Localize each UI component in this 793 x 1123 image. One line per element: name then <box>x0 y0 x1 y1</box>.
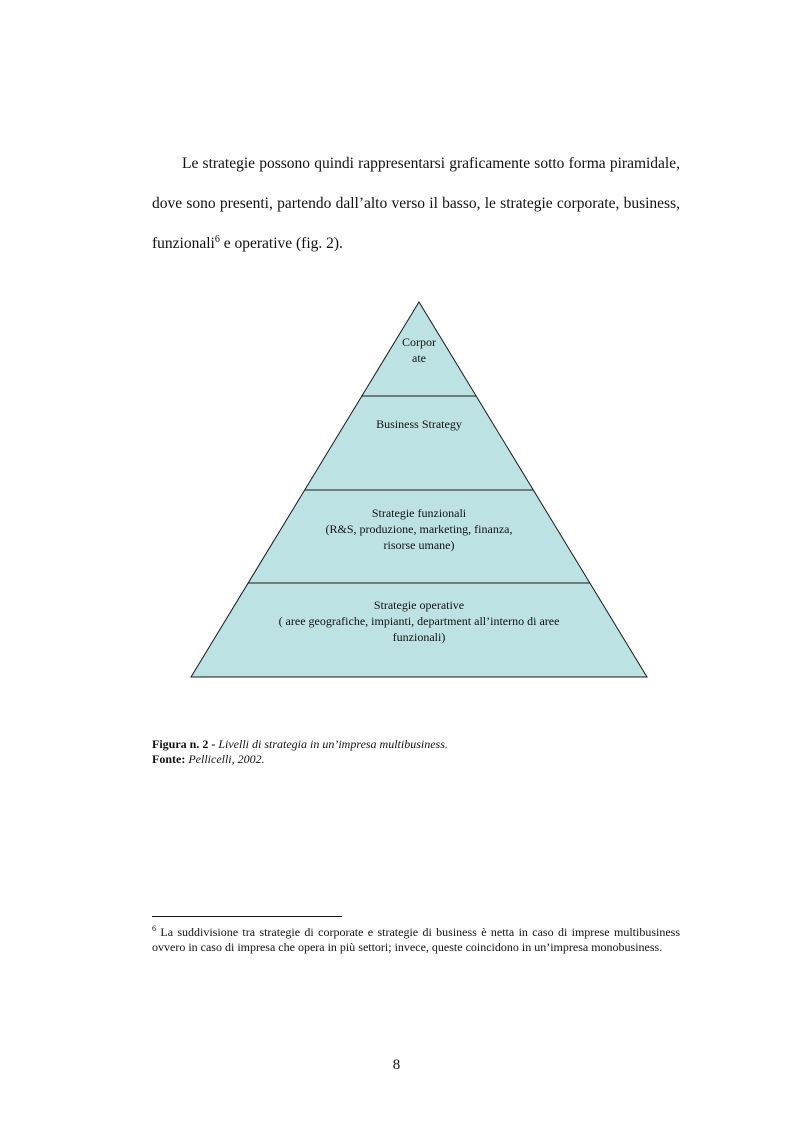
footnote <box>152 925 680 955</box>
figure-caption <box>152 737 448 767</box>
source-text: Pellicelli, 2002. <box>185 752 265 766</box>
tier-business-line-1: Business Strategy <box>376 417 462 431</box>
paragraph-text-start: Le strategie possono quindi rappresentarsi graficamente sotto forma piramidale, dove sono presenti, partendo dall’alto verso il basso, le strategie corporate, business, funzionali <box>152 155 680 252</box>
tier-functional-line-3: risorse umane) <box>383 538 455 552</box>
footnote-marker: 6 <box>152 924 156 933</box>
source-line <box>152 752 448 767</box>
footnote-reference[interactable]: 6 <box>214 233 220 245</box>
tier-corporate <box>379 334 459 366</box>
tier-functional <box>279 505 559 553</box>
tier-corporate-line-1: Corpor <box>402 335 436 349</box>
figure-label: Figura n. 2 - <box>152 737 216 751</box>
footnote-text: La suddivisione tra strategie di corporate e strategie di business è netta in caso di imprese multibusiness ovvero in caso di impresa che opera in più settori; invece, queste coincidono in un’impresa monobusiness. <box>152 925 680 954</box>
tier-functional-line-1: Strategie funzionali <box>371 506 467 520</box>
tier-operative-line-2: ( aree geografiche, impianti, department all’interno di aree <box>278 614 560 628</box>
tier-functional-line-2: (R&S, produzione, marketing, finanza, <box>325 522 513 536</box>
paragraph-text-end: e operative (fig. 2). <box>219 235 343 252</box>
figure-caption-line <box>152 737 448 752</box>
figure-title: Livelli di strategia in un’impresa multibusiness. <box>215 737 448 751</box>
tier-business <box>319 416 519 432</box>
footnote-separator <box>152 916 342 917</box>
tier-operative <box>239 597 599 645</box>
body-paragraph <box>152 144 680 264</box>
tier-operative-line-3: funzionali) <box>392 630 446 644</box>
tier-operative-line-1: Strategie operative <box>373 598 465 612</box>
page-number: 8 <box>392 1057 401 1073</box>
tier-corporate-line-2: ate <box>412 351 426 365</box>
source-label: Fonte: <box>152 752 186 766</box>
